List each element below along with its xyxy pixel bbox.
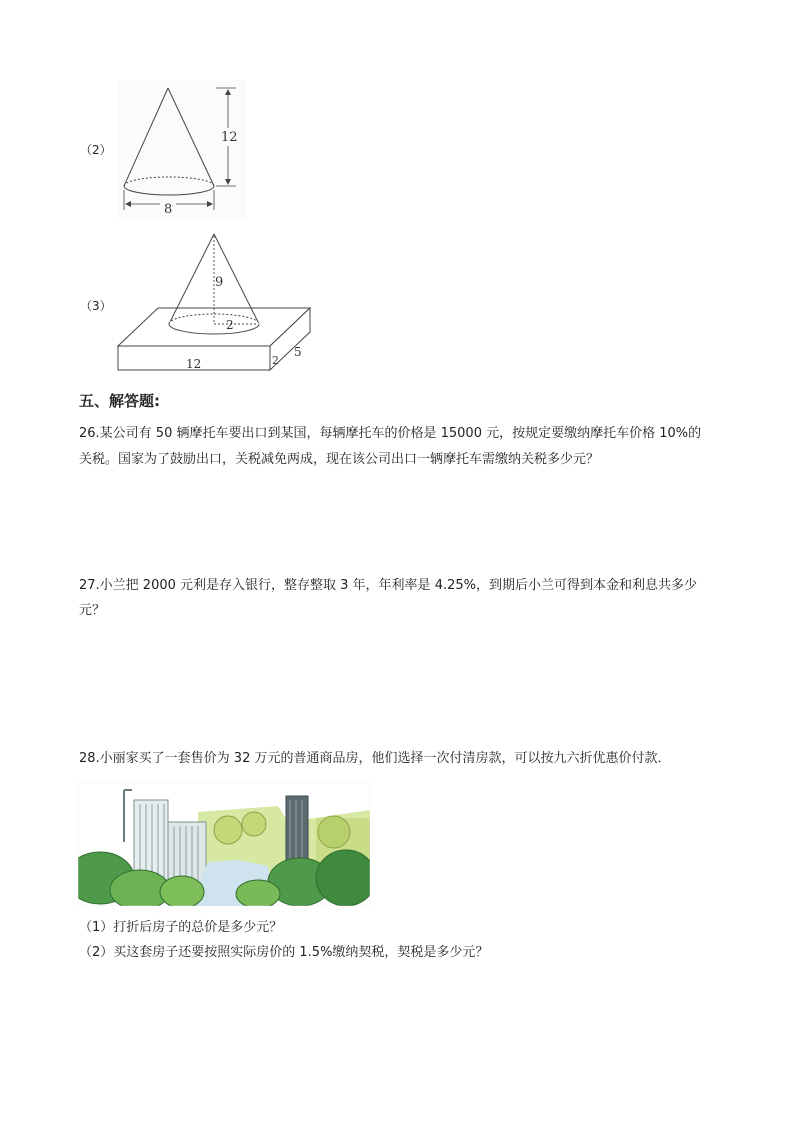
cone-figure-2 bbox=[112, 78, 252, 223]
question-26-line-2: 关税。国家为了鼓励出口，关税减免两成，现在该公司出口一辆摩托车需缴纳关税多少元？ bbox=[79, 452, 600, 467]
question-28-line-1: 28.小丽家买了一套售价为 32 万元的普通商品房，他们选择一次付清房款，可以按九六折优惠价付款． bbox=[79, 751, 671, 766]
height-label: 12 bbox=[221, 130, 238, 145]
diameter-label: 8 bbox=[164, 202, 173, 217]
question-26-line-1: 26.某公司有 50 辆摩托车要出口到某国，每辆摩托车的价格是 15000 元，按规定要缴纳摩托车价格 10%的 bbox=[79, 426, 702, 441]
figure-3-label: （3） bbox=[80, 299, 112, 313]
question-28-sub-1: （1）打折后房子的总价是多少元？ bbox=[79, 920, 283, 935]
cone-on-block-figure-3 bbox=[112, 228, 322, 376]
figure-2-label: （2） bbox=[80, 143, 112, 157]
cone-radius-label: 2 bbox=[226, 318, 234, 332]
question-28-sub-2: （2）买这套房子还要按照实际房价的 1.5%缴纳契税，契税是多少元？ bbox=[79, 945, 489, 960]
cone-height-label: 9 bbox=[215, 275, 224, 290]
box-width-label: 5 bbox=[294, 345, 302, 359]
question-27-line-1: 27.小兰把 2000 元利是存入银行，整存整取 3 年，年利率是 4.25%，到期后小兰可得到本金和利息共多少 bbox=[79, 578, 697, 593]
question-27-line-2: 元？ bbox=[79, 603, 106, 618]
box-height-label: 2 bbox=[272, 354, 279, 367]
section-title: 五、解答题: bbox=[79, 392, 160, 410]
housing-illustration bbox=[78, 782, 370, 906]
box-length-label: 12 bbox=[186, 357, 202, 371]
